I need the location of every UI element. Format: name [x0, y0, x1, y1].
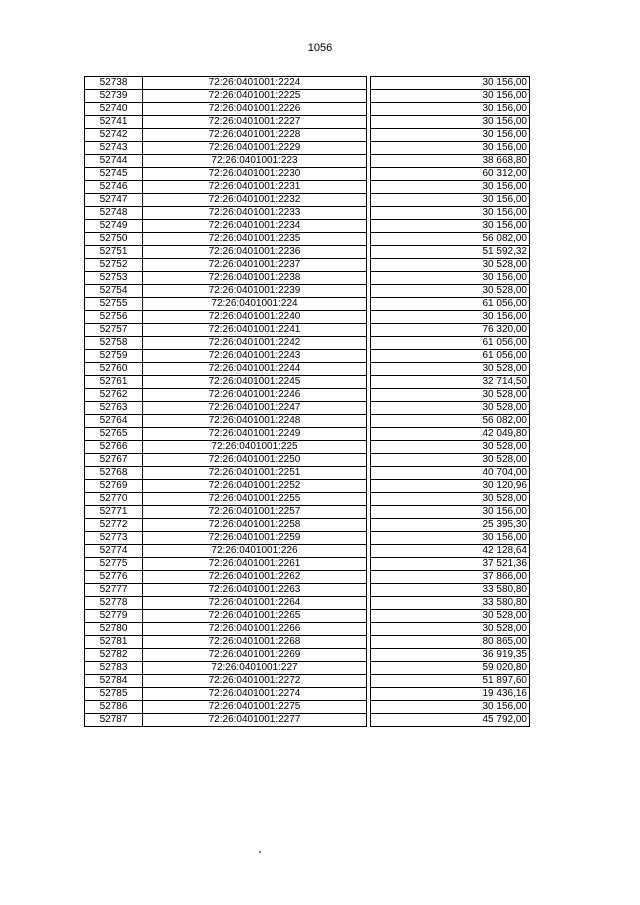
table-row: [85, 77, 530, 90]
scan-speck: [259, 851, 261, 853]
cadastral-value-table: [84, 76, 530, 727]
row-number-cell: 52754: [85, 285, 143, 298]
cadastral-number-cell: 72:26:0401001:2261: [143, 558, 367, 571]
value-cell: 80 865,00: [371, 636, 530, 649]
cadastral-number-cell: 72:26:0401001:2269: [143, 649, 367, 662]
value-cell: 30 156,00: [371, 90, 530, 103]
value-cell: 30 528,00: [371, 259, 530, 272]
table-row: [85, 259, 530, 272]
row-number-cell: 52773: [85, 532, 143, 545]
value-cell: 30 528,00: [371, 389, 530, 402]
row-number-cell: 52751: [85, 246, 143, 259]
value-cell: 30 156,00: [371, 142, 530, 155]
row-number-cell: 52772: [85, 519, 143, 532]
value-cell: 60 312,00: [371, 168, 530, 181]
cadastral-number-cell: 72:26:0401001:2274: [143, 688, 367, 701]
value-cell: 56 082,00: [371, 233, 530, 246]
cadastral-number-cell: 72:26:0401001:2235: [143, 233, 367, 246]
value-cell: 30 528,00: [371, 285, 530, 298]
table-row: [85, 623, 530, 636]
row-number-cell: 52780: [85, 623, 143, 636]
row-number-cell: 52777: [85, 584, 143, 597]
row-number-cell: 52770: [85, 493, 143, 506]
table-row: [85, 168, 530, 181]
row-number-cell: 52767: [85, 454, 143, 467]
value-cell: 32 714,50: [371, 376, 530, 389]
row-number-cell: 52787: [85, 714, 143, 727]
table-row: [85, 701, 530, 714]
value-cell: 61 056,00: [371, 350, 530, 363]
cadastral-number-cell: 72:26:0401001:2237: [143, 259, 367, 272]
table-row: [85, 129, 530, 142]
row-number-cell: 52753: [85, 272, 143, 285]
row-number-cell: 52739: [85, 90, 143, 103]
table-row: [85, 610, 530, 623]
value-cell: 37 866,00: [371, 571, 530, 584]
cadastral-number-cell: 72:26:0401001:2263: [143, 584, 367, 597]
row-number-cell: 52761: [85, 376, 143, 389]
page-number: 1056: [307, 42, 333, 54]
table-row: [85, 272, 530, 285]
table-row: [85, 558, 530, 571]
row-number-cell: 52766: [85, 441, 143, 454]
row-number-cell: 52762: [85, 389, 143, 402]
table-row: [85, 662, 530, 675]
cadastral-number-cell: 72:26:0401001:2230: [143, 168, 367, 181]
cadastral-number-cell: 72:26:0401001:2251: [143, 467, 367, 480]
table-row: [85, 636, 530, 649]
row-number-cell: 52784: [85, 675, 143, 688]
row-number-cell: 52775: [85, 558, 143, 571]
cadastral-number-cell: 72:26:0401001:2247: [143, 402, 367, 415]
table-row: [85, 597, 530, 610]
row-number-cell: 52746: [85, 181, 143, 194]
cadastral-number-cell: 72:26:0401001:2272: [143, 675, 367, 688]
value-cell: 30 528,00: [371, 363, 530, 376]
cadastral-number-cell: 72:26:0401001:224: [143, 298, 367, 311]
cadastral-number-cell: 72:26:0401001:2227: [143, 116, 367, 129]
cadastral-number-cell: 72:26:0401001:2255: [143, 493, 367, 506]
row-number-cell: 52765: [85, 428, 143, 441]
cadastral-number-cell: 72:26:0401001:2252: [143, 480, 367, 493]
row-number-cell: 52774: [85, 545, 143, 558]
table-body: [85, 77, 530, 727]
scan-speck: [527, 386, 529, 388]
cadastral-number-cell: 72:26:0401001:2224: [143, 77, 367, 90]
table-row: [85, 649, 530, 662]
row-number-cell: 52740: [85, 103, 143, 116]
table-row: [85, 467, 530, 480]
cadastral-number-cell: 72:26:0401001:2246: [143, 389, 367, 402]
cadastral-number-cell: 72:26:0401001:2265: [143, 610, 367, 623]
cadastral-number-cell: 72:26:0401001:2248: [143, 415, 367, 428]
value-cell: 30 528,00: [371, 623, 530, 636]
row-number-cell: 52757: [85, 324, 143, 337]
value-cell: 30 156,00: [371, 77, 530, 90]
row-number-cell: 52748: [85, 207, 143, 220]
cadastral-number-cell: 72:26:0401001:2244: [143, 363, 367, 376]
row-number-cell: 52749: [85, 220, 143, 233]
table-row: [85, 103, 530, 116]
row-number-cell: 52758: [85, 337, 143, 350]
row-number-cell: 52771: [85, 506, 143, 519]
table-row: [85, 298, 530, 311]
table-row: [85, 337, 530, 350]
value-cell: 30 156,00: [371, 129, 530, 142]
table-row: [85, 90, 530, 103]
value-cell: 33 580,80: [371, 597, 530, 610]
value-cell: 40 704,00: [371, 467, 530, 480]
table-row: [85, 246, 530, 259]
cadastral-number-cell: 72:26:0401001:2258: [143, 519, 367, 532]
value-cell: 30 156,00: [371, 116, 530, 129]
value-cell: 42 049,80: [371, 428, 530, 441]
table-row: [85, 675, 530, 688]
value-cell: 42 128,64: [371, 545, 530, 558]
table-row: [85, 415, 530, 428]
cadastral-number-cell: 72:26:0401001:2231: [143, 181, 367, 194]
table-row: [85, 571, 530, 584]
table-row: [85, 402, 530, 415]
row-number-cell: 52742: [85, 129, 143, 142]
row-number-cell: 52743: [85, 142, 143, 155]
value-cell: 30 528,00: [371, 402, 530, 415]
table-row: [85, 142, 530, 155]
table-row: [85, 363, 530, 376]
row-number-cell: 52763: [85, 402, 143, 415]
cadastral-number-cell: 72:26:0401001:2266: [143, 623, 367, 636]
table-row: [85, 220, 530, 233]
table-row: [85, 207, 530, 220]
cadastral-number-cell: 72:26:0401001:2241: [143, 324, 367, 337]
table-row: [85, 324, 530, 337]
value-cell: 30 528,00: [371, 610, 530, 623]
cadastral-number-cell: 72:26:0401001:2250: [143, 454, 367, 467]
row-number-cell: 52781: [85, 636, 143, 649]
cadastral-number-cell: 72:26:0401001:2257: [143, 506, 367, 519]
table-row: [85, 506, 530, 519]
value-cell: 37 521,36: [371, 558, 530, 571]
cadastral-number-cell: 72:26:0401001:2275: [143, 701, 367, 714]
row-number-cell: 52779: [85, 610, 143, 623]
value-cell: 51 897,60: [371, 675, 530, 688]
row-number-cell: 52760: [85, 363, 143, 376]
value-cell: 45 792,00: [371, 714, 530, 727]
cadastral-number-cell: 72:26:0401001:2225: [143, 90, 367, 103]
value-cell: 76 320,00: [371, 324, 530, 337]
table-row: [85, 584, 530, 597]
row-number-cell: 52750: [85, 233, 143, 246]
value-cell: 33 580,80: [371, 584, 530, 597]
table-row: [85, 545, 530, 558]
value-cell: 30 528,00: [371, 454, 530, 467]
value-cell: 30 156,00: [371, 272, 530, 285]
cadastral-number-cell: 72:26:0401001:2264: [143, 597, 367, 610]
table-row: [85, 493, 530, 506]
value-cell: 30 156,00: [371, 181, 530, 194]
cadastral-number-cell: 72:26:0401001:2233: [143, 207, 367, 220]
value-cell: 36 919,35: [371, 649, 530, 662]
row-number-cell: 52759: [85, 350, 143, 363]
table-row: [85, 194, 530, 207]
row-number-cell: 52778: [85, 597, 143, 610]
cadastral-number-cell: 72:26:0401001:2229: [143, 142, 367, 155]
cadastral-number-cell: 72:26:0401001:2243: [143, 350, 367, 363]
cadastral-number-cell: 72:26:0401001:2268: [143, 636, 367, 649]
cadastral-number-cell: 72:26:0401001:2242: [143, 337, 367, 350]
value-cell: 30 156,00: [371, 532, 530, 545]
value-cell: 30 120,96: [371, 480, 530, 493]
value-cell: 25 395,30: [371, 519, 530, 532]
value-cell: 30 156,00: [371, 207, 530, 220]
value-cell: 51 592,32: [371, 246, 530, 259]
cadastral-number-cell: 72:26:0401001:2236: [143, 246, 367, 259]
table-row: [85, 181, 530, 194]
table-row: [85, 155, 530, 168]
row-number-cell: 52745: [85, 168, 143, 181]
cadastral-number-cell: 72:26:0401001:225: [143, 441, 367, 454]
row-number-cell: 52738: [85, 77, 143, 90]
table-row: [85, 480, 530, 493]
row-number-cell: 52752: [85, 259, 143, 272]
cadastral-number-cell: 72:26:0401001:227: [143, 662, 367, 675]
cadastral-number-cell: 72:26:0401001:2234: [143, 220, 367, 233]
table-row: [85, 350, 530, 363]
cadastral-number-cell: 72:26:0401001:2262: [143, 571, 367, 584]
row-number-cell: 52756: [85, 311, 143, 324]
table-row: [85, 428, 530, 441]
row-number-cell: 52744: [85, 155, 143, 168]
row-number-cell: 52786: [85, 701, 143, 714]
table-row: [85, 688, 530, 701]
value-cell: 30 156,00: [371, 220, 530, 233]
value-cell: 30 156,00: [371, 701, 530, 714]
value-cell: 30 156,00: [371, 194, 530, 207]
table-row: [85, 454, 530, 467]
value-cell: 59 020,80: [371, 662, 530, 675]
row-number-cell: 52783: [85, 662, 143, 675]
value-cell: 38 668,80: [371, 155, 530, 168]
value-cell: 56 082,00: [371, 415, 530, 428]
row-number-cell: 52755: [85, 298, 143, 311]
cadastral-number-cell: 72:26:0401001:2228: [143, 129, 367, 142]
cadastral-number-cell: 72:26:0401001:2245: [143, 376, 367, 389]
table-row: [85, 532, 530, 545]
value-cell: 61 056,00: [371, 337, 530, 350]
value-cell: 30 156,00: [371, 311, 530, 324]
row-number-cell: 52747: [85, 194, 143, 207]
cadastral-number-cell: 72:26:0401001:2226: [143, 103, 367, 116]
table-row: [85, 519, 530, 532]
cadastral-number-cell: 72:26:0401001:223: [143, 155, 367, 168]
row-number-cell: 52782: [85, 649, 143, 662]
table-row: [85, 441, 530, 454]
table-row: [85, 714, 530, 727]
row-number-cell: 52768: [85, 467, 143, 480]
table-row: [85, 376, 530, 389]
value-cell: 19 436,16: [371, 688, 530, 701]
table-row: [85, 233, 530, 246]
table-row: [85, 389, 530, 402]
value-cell: 30 528,00: [371, 441, 530, 454]
row-number-cell: 52785: [85, 688, 143, 701]
cadastral-number-cell: 72:26:0401001:2240: [143, 311, 367, 324]
cadastral-number-cell: 72:26:0401001:2238: [143, 272, 367, 285]
table-row: [85, 116, 530, 129]
value-cell: 30 528,00: [371, 493, 530, 506]
value-cell: 30 156,00: [371, 103, 530, 116]
table-row: [85, 311, 530, 324]
table-row: [85, 285, 530, 298]
cadastral-number-cell: 72:26:0401001:2277: [143, 714, 367, 727]
value-cell: 61 056,00: [371, 298, 530, 311]
row-number-cell: 52764: [85, 415, 143, 428]
cadastral-number-cell: 72:26:0401001:2232: [143, 194, 367, 207]
row-number-cell: 52769: [85, 480, 143, 493]
cadastral-number-cell: 72:26:0401001:2239: [143, 285, 367, 298]
value-cell: 30 156,00: [371, 506, 530, 519]
cadastral-number-cell: 72:26:0401001:2259: [143, 532, 367, 545]
row-number-cell: 52776: [85, 571, 143, 584]
row-number-cell: 52741: [85, 116, 143, 129]
cadastral-number-cell: 72:26:0401001:2249: [143, 428, 367, 441]
cadastral-number-cell: 72:26:0401001:226: [143, 545, 367, 558]
